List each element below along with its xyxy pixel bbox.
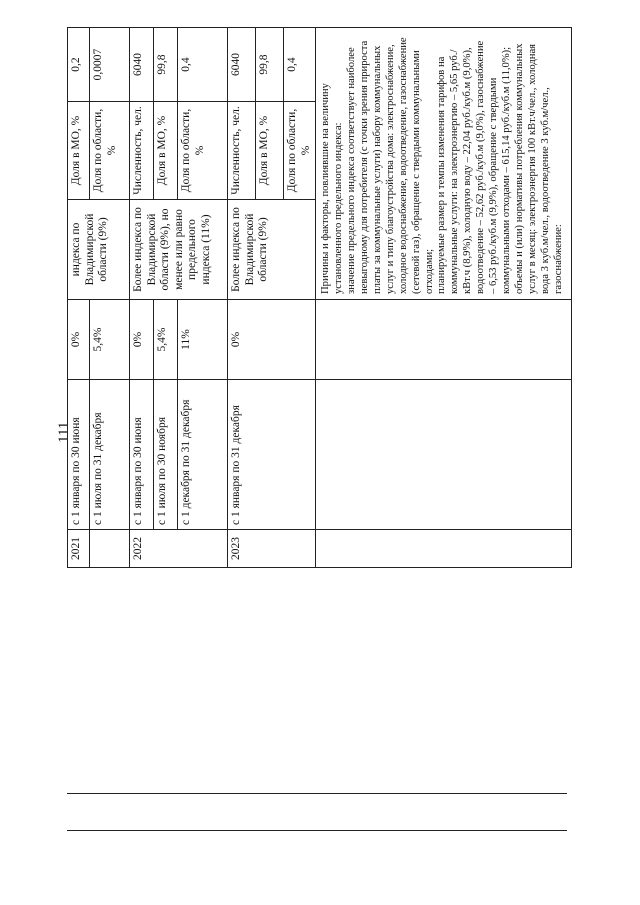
- indicator-cell: Доля в МО, %: [256, 102, 284, 200]
- empty-cell: [316, 300, 572, 380]
- reasons-paragraph: объемы и (или) нормативы потребления коммунальных услуг в месяц: электроэнергия 100 кВт.ч/чел., холодная вода 3 куб.м/чел., водоотведение 3 куб.м/чел., газоснабжение:: [513, 43, 564, 294]
- year-cell: 2023: [228, 530, 316, 568]
- period-cell: с 1 января по 31 декабря: [228, 380, 316, 530]
- index-cell: 5,4%: [154, 300, 178, 380]
- indicator-cell: Доля по области, %: [284, 102, 316, 200]
- value-cell: 6040: [228, 28, 256, 102]
- indicator-cell: Доля в МО, %: [154, 102, 178, 200]
- value-cell: 0,2: [68, 28, 90, 102]
- reasons-paragraph: планируемые размер и темпы изменения тарифов на коммунальные услуги: на электроэнергию – 5,65 руб./кВт.ч (8,9%), холодную воду – 22,04 руб./куб.м (9,0%), водоотведение – 52,62 руб./куб.м (9,0%), газоснабжение – 6,53 руб./куб.м (9,9%), обращение с твердыми коммунальными отходами – 615,14 руб./куб.м (11,0%);: [436, 40, 513, 294]
- year-cell: 2022: [130, 530, 228, 568]
- reasons-paragraph: значение предельного индекса соответствует наиболее невыгодному для потребителя (с точки зрения прироста платы за коммунальные услуги) набору коммунальных услуг и типу благоустройства дома: электроснабжение, холодное водоснабжение, водоотведение, газоснабжение (сетевой газ), обращение с твердыми коммунальными отходами;: [345, 37, 435, 294]
- reasons-text: [316, 28, 572, 300]
- indicator-cell: Численность, чел.: [130, 102, 154, 200]
- criterion-cell: индекса по Владимирской области (9%): [68, 200, 130, 300]
- index-cell: 0%: [130, 300, 154, 380]
- period-cell: с 1 июля по 31 декабря: [90, 380, 130, 530]
- indicator-cell: Доля по области, %: [90, 102, 130, 200]
- period-cell: с 1 июля по 30 ноября: [154, 380, 178, 530]
- tariff-index-table: [67, 28, 572, 568]
- table-row: [130, 28, 154, 568]
- year-cell: [90, 530, 130, 568]
- table-row: [228, 28, 256, 568]
- criterion-cell: Более индекса по Владимирской области (9%), но менее или равно предельного индекса (11%): [130, 200, 228, 300]
- indicator-cell: Доля в МО, %: [68, 102, 90, 200]
- indicator-cell: Численность, чел.: [228, 102, 256, 200]
- value-cell: 0,4: [284, 28, 316, 102]
- year-cell: 2021: [68, 530, 90, 568]
- empty-cell: [316, 530, 572, 568]
- value-cell: 6040: [130, 28, 154, 102]
- table-border-fragment: [67, 793, 567, 794]
- table-row: [68, 28, 90, 568]
- value-cell: 99,8: [154, 28, 178, 102]
- reasons-heading: Причины и факторы, повлиявшие на величину установленного предельного индекса:: [320, 83, 345, 294]
- value-cell: 0,0007: [90, 28, 130, 102]
- index-cell: 5,4%: [90, 300, 130, 380]
- index-cell: 0%: [68, 300, 90, 380]
- page-number: 111: [56, 421, 72, 443]
- index-cell: 0%: [228, 300, 316, 380]
- value-cell: 99,8: [256, 28, 284, 102]
- period-cell: с 1 января по 30 июня: [68, 380, 90, 530]
- criterion-cell: Более индекса по Владимирской области (9%): [228, 200, 316, 300]
- period-cell: с 1 декабря по 31 декабря: [178, 380, 228, 530]
- table-border-fragment: [67, 830, 567, 831]
- value-cell: 0,4: [178, 28, 228, 102]
- empty-cell: [316, 380, 572, 530]
- index-cell: 11%: [178, 300, 228, 380]
- period-cell: с 1 января по 30 июня: [130, 380, 154, 530]
- indicator-cell: Доля по области, %: [178, 102, 228, 200]
- table-row: [316, 28, 572, 568]
